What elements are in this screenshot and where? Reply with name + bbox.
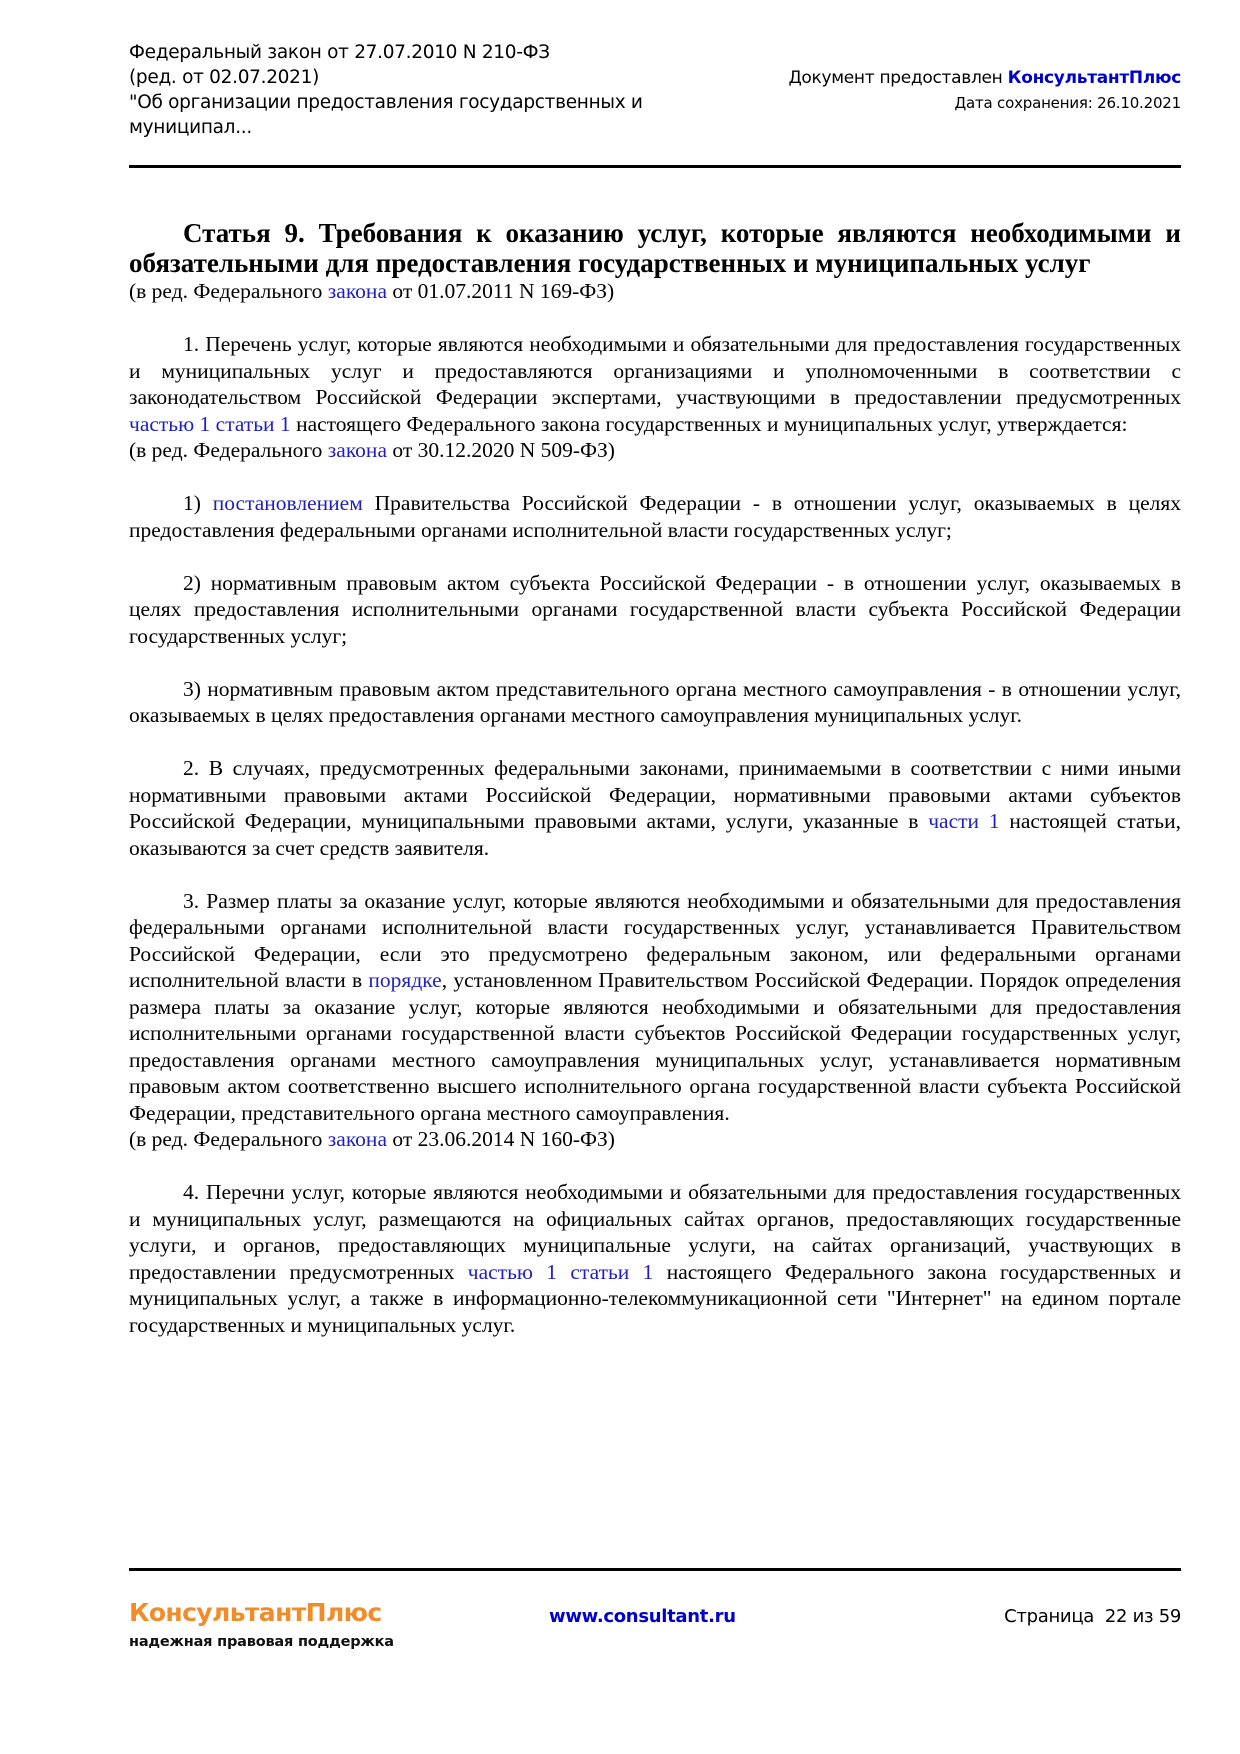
revision-note [129, 278, 1181, 305]
provided-prefix: Документ предоставлен [788, 68, 1008, 88]
note-text: (в ред. Федерального [129, 279, 328, 303]
page-label: Страница [1004, 1606, 1095, 1627]
subitem-1 [129, 490, 1181, 543]
provider-brand: КонсультантПлюс [1007, 68, 1181, 88]
paragraph-text: 2. В случаях, предусмотренных федеральными законами, принимаемыми в соответствии с ними иными нормативными правовыми актами Российской Федерации, нормативными правовыми актами субъектов Российской Федерации, муниципальными правовыми актами, услуги, указанные в [129, 756, 1181, 833]
document-title-line: Федеральный закон от 27.07.2010 N 210-ФЗ [129, 42, 550, 63]
note-text: от 30.12.2020 N 509-ФЗ) [387, 438, 615, 462]
document-title [129, 40, 749, 140]
page-header [129, 40, 1181, 150]
paragraph-text: настоящего Федерального закона государственных и муниципальных услуг, а также в информационно-телекоммуникационной сети "Интернет" на едином портале государственных и муниципальных услуг. [129, 1259, 1181, 1337]
part-link[interactable]: части 1 [928, 809, 1000, 833]
article-title: Статья 9. Требования к оказанию услуг, которые являются необходимыми и обязательными для предоставления государственных и муниципальных услуг [129, 218, 1181, 278]
note-text: от 23.06.2014 N 160-ФЗ) [387, 1127, 615, 1151]
procedure-link[interactable]: порядке [368, 968, 442, 992]
paragraph-2 [129, 755, 1181, 861]
paragraph-text: 1. Перечень услуг, которые являются необходимыми и обязательными для предоставления государственных и муниципальных услуг и предоставляются организациями и уполномоченными в соответствии с законодательством Российской Федерации экспертами, участвующими в предоставлении предусмотренных [129, 332, 1181, 409]
revision-note [129, 1126, 1181, 1153]
article-body [129, 218, 1181, 1338]
page-counter [1004, 1606, 1181, 1627]
paragraph-4 [129, 1179, 1181, 1338]
website-link[interactable]: www.consultant.ru [549, 1606, 736, 1627]
resolution-link[interactable]: постановлением [212, 491, 363, 515]
header-divider [129, 165, 1181, 168]
consultant-logo: КонсультантПлюс [129, 1598, 382, 1627]
article-link[interactable]: частью 1 статьи 1 [467, 1259, 654, 1284]
law-link[interactable]: закона [327, 1127, 387, 1151]
paragraph-3 [129, 888, 1181, 1127]
provided-by [788, 66, 1181, 91]
subitem-2: 2) нормативным правовым актом субъекта Российской Федерации - в отношении услуг, оказываемых в целях предоставления исполнительными органами государственной власти субъекта Российской Федерации государственных услуг; [129, 570, 1181, 648]
paragraph-text: 4. Перечни услуг, которые являются необходимыми и обязательными для предоставления государственных и муниципальных услуг, размещаются на официальных сайтах органов, предоставляющих государственные услуги, и органов, предоставляющих муниципальные услуги, на сайтах организаций, участвующих в предоставлении предусмотренных [129, 1180, 1181, 1284]
brand-slogan: надежная правовая поддержка [129, 1634, 394, 1650]
note-text: (в ред. Федерального [129, 438, 328, 462]
paragraph-text: , установленном Правительством Российской Федерации. Порядок определения размера платы за оказание услуг, которые являются необходимыми и обязательными для предоставления исполнительными органами государственной власти субъектов Российской Федерации государственных услуг, предоставления органами местного самоуправления муниципальных услуг, устанавливается нормативным правовым актом соответственно высшего исполнительного органа государственной власти субъекта Российской Федерации, представительного органа местного самоуправления. [129, 968, 1181, 1125]
page-total: 59 [1158, 1606, 1181, 1627]
note-text: (в ред. Федерального [129, 1127, 328, 1151]
paragraph-text: Правительства Российской Федерации - в отношении услуг, оказываемых в целях предоставления федеральными органами исполнительной власти государственных услуг; [129, 491, 1181, 542]
document-title-line: муниципал... [129, 117, 252, 138]
page-current: 22 [1104, 1606, 1128, 1627]
paragraph-text: настоящего Федерального закона государственных и муниципальных услуг, утверждается: [290, 411, 1128, 436]
law-link[interactable]: закона [327, 438, 387, 462]
document-title-line: (ред. от 02.07.2021) [129, 67, 320, 88]
article-link[interactable]: частью 1 статьи 1 [129, 411, 291, 436]
document-title-line: "Об организации предоставления государственных и [129, 92, 643, 113]
provider-info [788, 66, 1181, 116]
paragraph-text: настоящей статьи, оказываются за счет средств заявителя. [129, 809, 1181, 860]
subitem-3: 3) нормативным правовым актом представительного органа местного самоуправления - в отношении услуг, оказываемых в целях предоставления органами местного самоуправления муниципальных услуг. [129, 676, 1181, 727]
footer-divider [129, 1568, 1181, 1571]
page-footer [129, 1598, 1181, 1658]
paragraph-text: 1) [183, 491, 213, 515]
page-separator: из [1132, 1606, 1154, 1627]
note-text: от 01.07.2011 N 169-ФЗ) [387, 279, 615, 303]
law-link[interactable]: закона [327, 279, 387, 303]
revision-note [129, 437, 1181, 464]
saved-date: Дата сохранения: 26.10.2021 [954, 94, 1181, 112]
paragraph-1 [129, 331, 1181, 437]
paragraph-text: 3. Размер платы за оказание услуг, которые являются необходимыми и обязательными для предоставления федеральными органами исполнительной власти государственных услуг, устанавливается Правительством Российской Федерации, если это предусмотрено федеральным законом, или федеральными органами исполнительной власти в [129, 888, 1181, 992]
